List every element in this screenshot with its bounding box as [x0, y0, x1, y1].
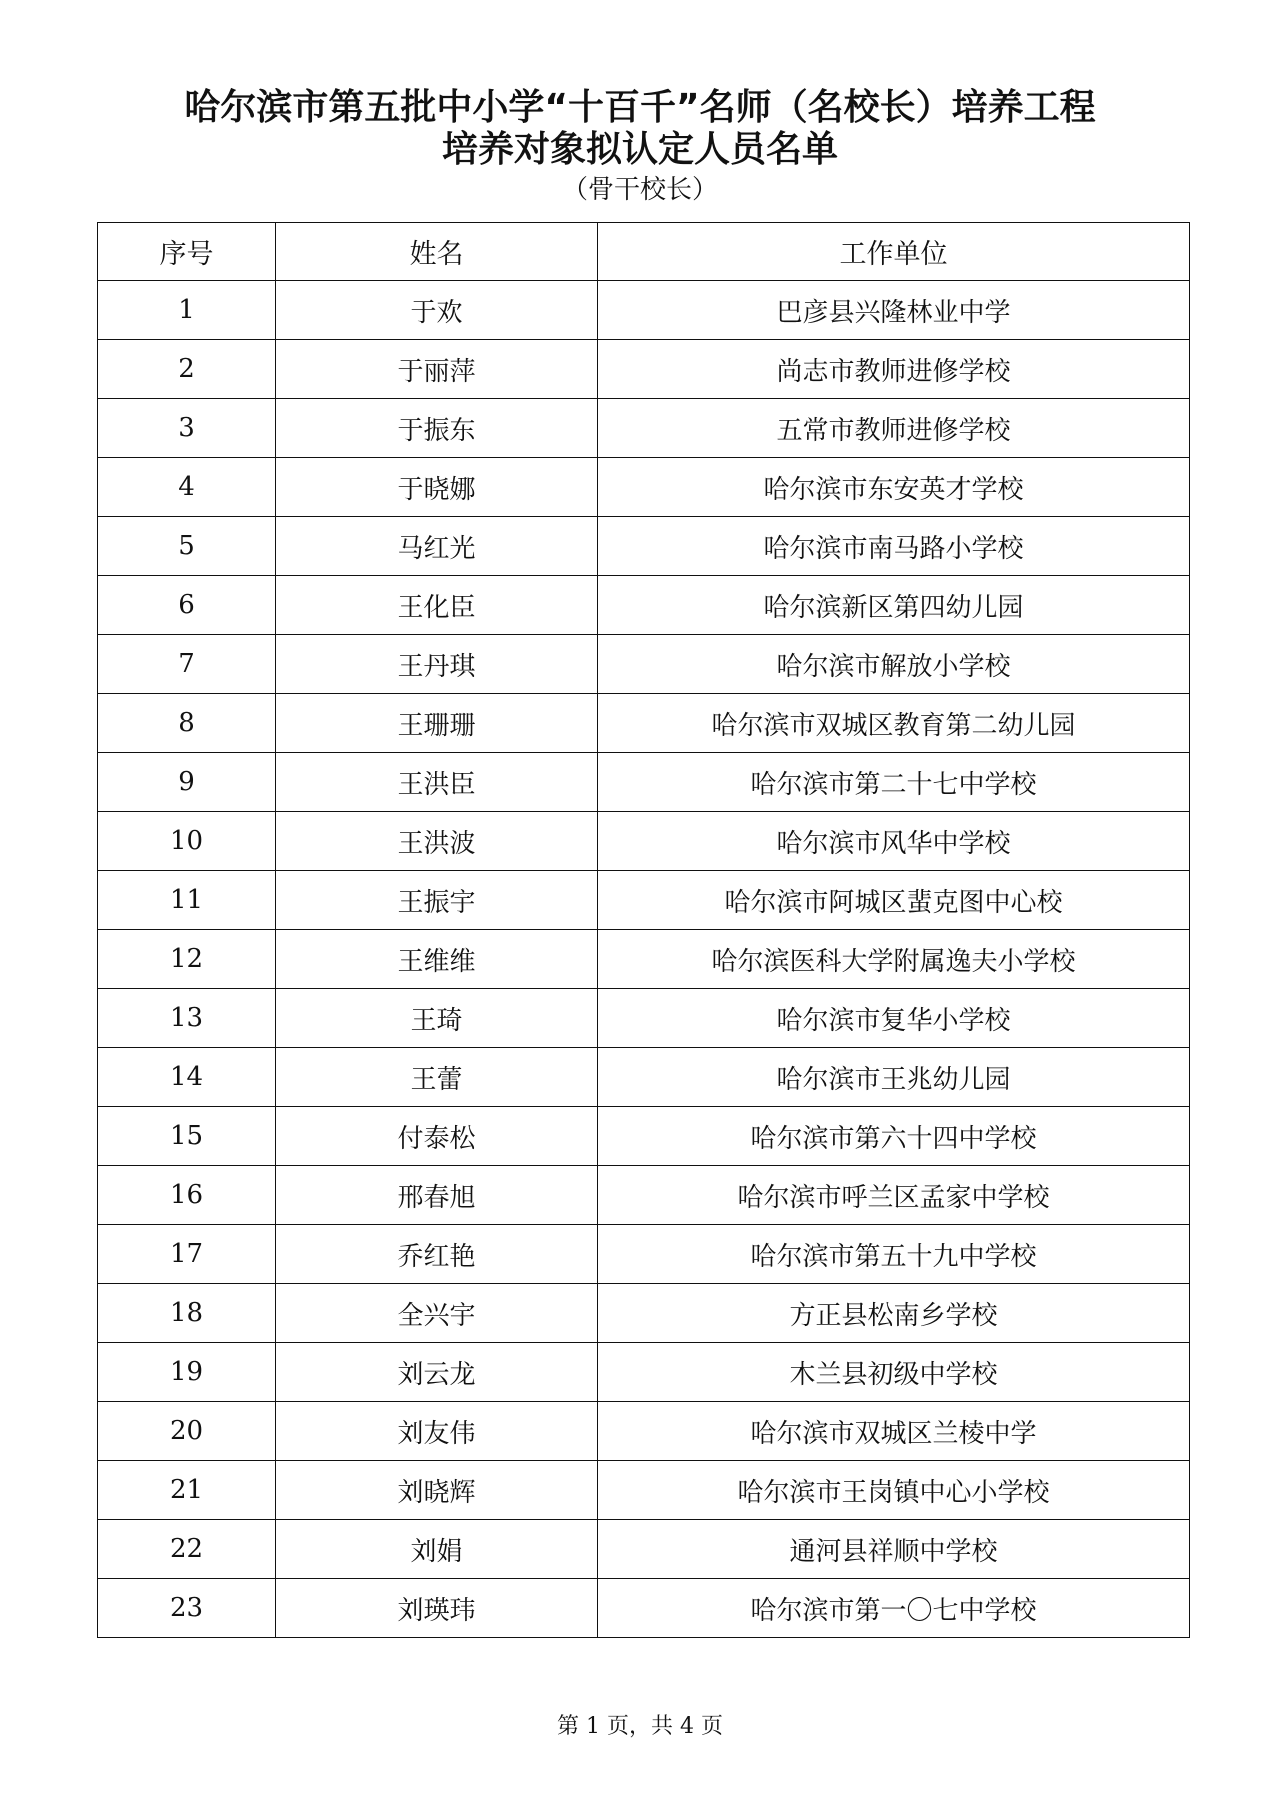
- cell-unit: 尚志市教师进修学校: [598, 340, 1190, 399]
- cell-name: 王洪波: [276, 812, 598, 871]
- cell-number: 16: [98, 1166, 276, 1225]
- cell-unit: 哈尔滨市第六十四中学校: [598, 1107, 1190, 1166]
- cell-number: 1: [98, 281, 276, 340]
- cell-number: 2: [98, 340, 276, 399]
- cell-number: 5: [98, 517, 276, 576]
- cell-unit: 哈尔滨市解放小学校: [598, 635, 1190, 694]
- table-row: [98, 989, 1190, 1048]
- cell-number: 3: [98, 399, 276, 458]
- cell-name: 王丹琪: [276, 635, 598, 694]
- cell-number: 13: [98, 989, 276, 1048]
- table-row: [98, 635, 1190, 694]
- cell-unit: 哈尔滨市第二十七中学校: [598, 753, 1190, 812]
- cell-unit: 哈尔滨市王岗镇中心小学校: [598, 1461, 1190, 1520]
- cell-unit: 通河县祥顺中学校: [598, 1520, 1190, 1579]
- cell-unit: 哈尔滨市阿城区蜚克图中心校: [598, 871, 1190, 930]
- cell-name: 付泰松: [276, 1107, 598, 1166]
- document-title-line2: 培养对象拟认定人员名单: [441, 129, 838, 170]
- document-subtitle: （骨干校长）: [561, 175, 718, 205]
- column-header-number: 序号: [98, 223, 276, 281]
- cell-name: 乔红艳: [276, 1225, 598, 1284]
- table-body: [98, 281, 1190, 1638]
- cell-name: 王珊珊: [276, 694, 598, 753]
- document-title: 哈尔滨市第五批中小学“十百千”名师（名校长）培养工程: [184, 87, 1096, 128]
- table-row: [98, 1579, 1190, 1638]
- cell-name: 于丽萍: [276, 340, 598, 399]
- table-row: [98, 1048, 1190, 1107]
- cell-unit: 哈尔滨新区第四幼儿园: [598, 576, 1190, 635]
- roster-table: [97, 222, 1190, 1638]
- cell-unit: 哈尔滨市风华中学校: [598, 812, 1190, 871]
- cell-unit: 哈尔滨市第一〇七中学校: [598, 1579, 1190, 1638]
- table-row: [98, 1520, 1190, 1579]
- cell-name: 刘友伟: [276, 1402, 598, 1461]
- cell-name: 王维维: [276, 930, 598, 989]
- cell-name: 王洪臣: [276, 753, 598, 812]
- table-row: [98, 458, 1190, 517]
- cell-unit: 哈尔滨市呼兰区孟家中学校: [598, 1166, 1190, 1225]
- table-row: [98, 812, 1190, 871]
- table-row: [98, 576, 1190, 635]
- cell-unit: 巴彦县兴隆林业中学: [598, 281, 1190, 340]
- table-row: [98, 1107, 1190, 1166]
- table-row: [98, 930, 1190, 989]
- page-footer: 第 1 页，共 4 页: [557, 1714, 723, 1739]
- table-row: [98, 871, 1190, 930]
- cell-number: 9: [98, 753, 276, 812]
- cell-unit: 木兰县初级中学校: [598, 1343, 1190, 1402]
- cell-number: 20: [98, 1402, 276, 1461]
- cell-unit: 五常市教师进修学校: [598, 399, 1190, 458]
- table-header-row: [98, 223, 1190, 281]
- cell-name: 全兴宇: [276, 1284, 598, 1343]
- cell-unit: 哈尔滨市复华小学校: [598, 989, 1190, 1048]
- cell-number: 14: [98, 1048, 276, 1107]
- table-row: [98, 753, 1190, 812]
- cell-unit: 哈尔滨市双城区兰棱中学: [598, 1402, 1190, 1461]
- cell-number: 6: [98, 576, 276, 635]
- table-row: [98, 1166, 1190, 1225]
- cell-number: 17: [98, 1225, 276, 1284]
- cell-name: 于欢: [276, 281, 598, 340]
- cell-name: 于晓娜: [276, 458, 598, 517]
- cell-number: 11: [98, 871, 276, 930]
- column-header-unit: 工作单位: [598, 223, 1190, 281]
- cell-name: 邢春旭: [276, 1166, 598, 1225]
- cell-number: 18: [98, 1284, 276, 1343]
- cell-number: 22: [98, 1520, 276, 1579]
- table-row: [98, 1343, 1190, 1402]
- cell-number: 19: [98, 1343, 276, 1402]
- cell-name: 王琦: [276, 989, 598, 1048]
- cell-name: 王化臣: [276, 576, 598, 635]
- table-row: [98, 399, 1190, 458]
- cell-number: 4: [98, 458, 276, 517]
- cell-name: 刘云龙: [276, 1343, 598, 1402]
- cell-name: 王蕾: [276, 1048, 598, 1107]
- table-row: [98, 694, 1190, 753]
- cell-number: 21: [98, 1461, 276, 1520]
- table-row: [98, 1225, 1190, 1284]
- table-row: [98, 1284, 1190, 1343]
- table-row: [98, 1402, 1190, 1461]
- cell-unit: 哈尔滨市南马路小学校: [598, 517, 1190, 576]
- column-header-name: 姓名: [276, 223, 598, 281]
- table-row: [98, 281, 1190, 340]
- cell-name: 刘瑛玮: [276, 1579, 598, 1638]
- cell-number: 10: [98, 812, 276, 871]
- cell-number: 12: [98, 930, 276, 989]
- cell-unit: 哈尔滨医科大学附属逸夫小学校: [598, 930, 1190, 989]
- cell-unit: 哈尔滨市王兆幼儿园: [598, 1048, 1190, 1107]
- cell-number: 7: [98, 635, 276, 694]
- cell-unit: 方正县松南乡学校: [598, 1284, 1190, 1343]
- cell-unit: 哈尔滨市第五十九中学校: [598, 1225, 1190, 1284]
- cell-number: 8: [98, 694, 276, 753]
- table-row: [98, 517, 1190, 576]
- cell-name: 于振东: [276, 399, 598, 458]
- cell-unit: 哈尔滨市双城区教育第二幼儿园: [598, 694, 1190, 753]
- cell-number: 15: [98, 1107, 276, 1166]
- table-row: [98, 1461, 1190, 1520]
- cell-number: 23: [98, 1579, 276, 1638]
- cell-name: 刘晓辉: [276, 1461, 598, 1520]
- table-row: [98, 340, 1190, 399]
- cell-name: 王振宇: [276, 871, 598, 930]
- cell-name: 马红光: [276, 517, 598, 576]
- cell-name: 刘娟: [276, 1520, 598, 1579]
- cell-unit: 哈尔滨市东安英才学校: [598, 458, 1190, 517]
